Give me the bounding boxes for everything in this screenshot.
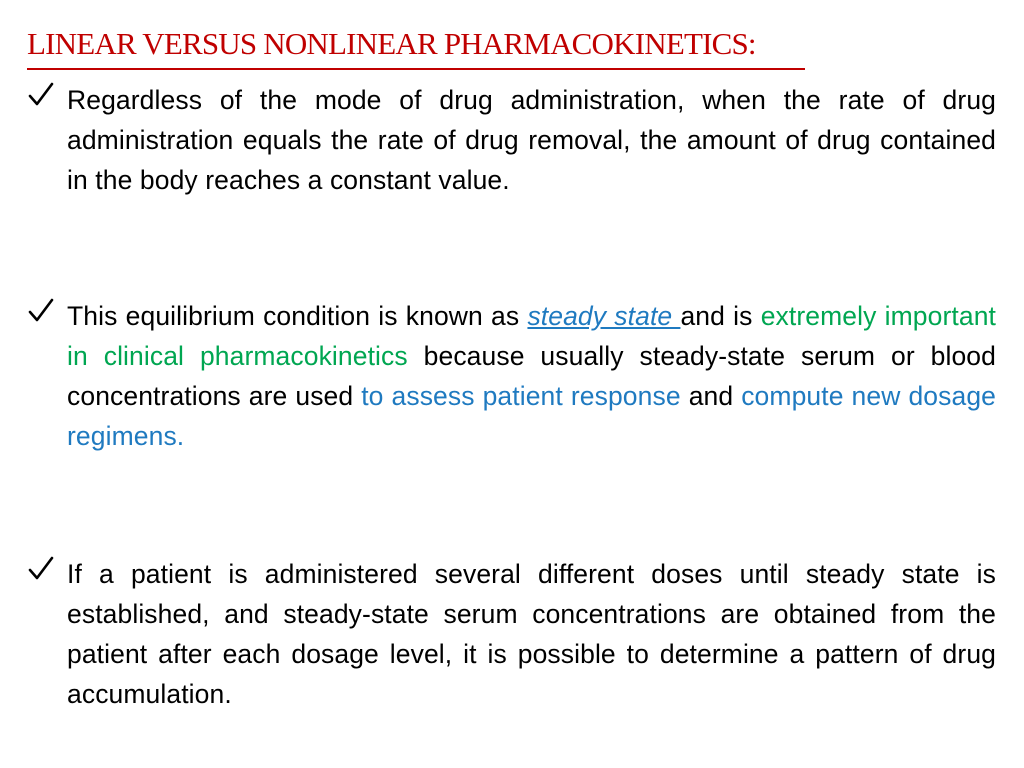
steady-state-link[interactable]: steady state xyxy=(527,301,681,331)
bullet-text: If a patient is administered several different doses until steady state is established, and steady-state serum concentrations are obtained from the patient after each dosage level, it is possible to determine a pattern of drug accumulation. xyxy=(67,559,996,709)
checkmark-icon xyxy=(28,555,54,583)
highlight-blue: to assess patient response xyxy=(361,381,681,411)
bullet-item xyxy=(28,554,996,714)
checkmark-icon xyxy=(28,81,54,109)
checkmark-icon xyxy=(28,297,54,325)
bullet-text: Regardless of the mode of drug administration, when the rate of drug administration equals the rate of drug removal, the amount of drug contained in the body reaches a constant value. xyxy=(67,85,996,195)
text-segment: and is xyxy=(680,301,761,331)
text-segment: and xyxy=(680,381,742,411)
highlight-blue: compute new dosage regimens. xyxy=(67,381,996,451)
text-segment: because usually steady-state serum or blood concentrations are used xyxy=(67,341,996,411)
bullet-item xyxy=(28,296,996,456)
title-underline xyxy=(27,68,805,70)
bullet-item xyxy=(28,80,996,200)
bullet-text xyxy=(67,296,996,456)
text-segment: This equilibrium condition is known as xyxy=(67,301,528,331)
highlight-green: extremely important in clinical pharmacokinetics xyxy=(67,301,997,371)
slide-title: LINEAR VERSUS NONLINEAR PHARMACOKINETICS: xyxy=(27,26,756,61)
